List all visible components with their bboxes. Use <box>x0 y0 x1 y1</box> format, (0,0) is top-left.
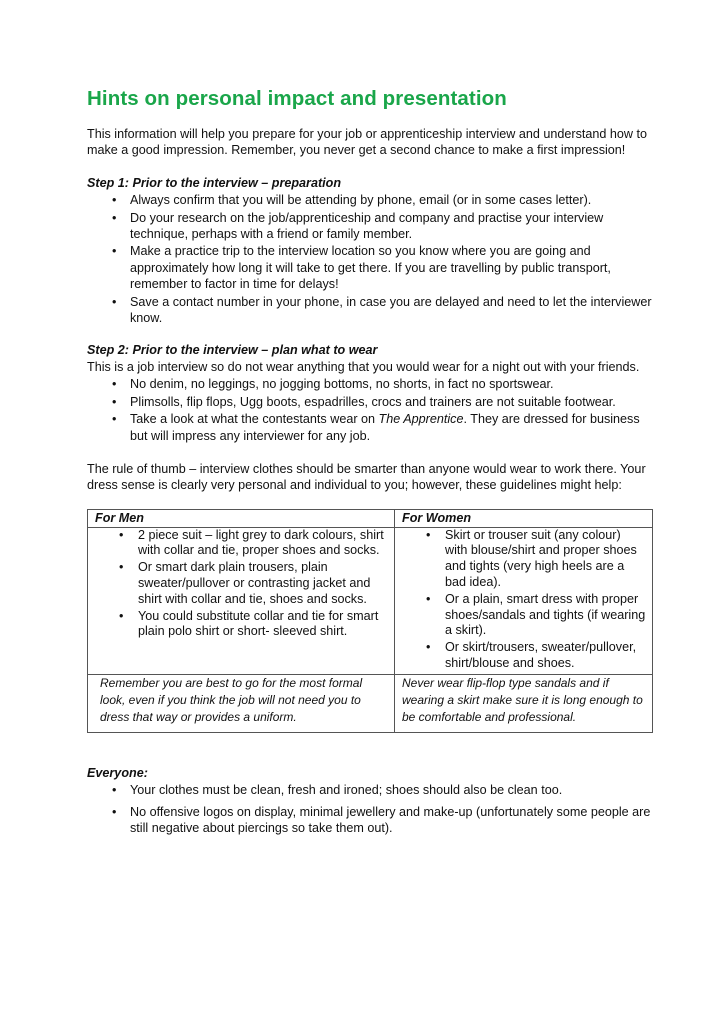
men-note: Remember you are best to go for the most formal look, even if you think the job will not need you to dress that way or provides a uniform. <box>88 674 395 732</box>
dress-guidelines-table <box>87 509 653 733</box>
step2-list <box>87 376 653 444</box>
men-header: For Men <box>88 509 395 527</box>
women-cell <box>395 527 653 674</box>
intro-paragraph: This information will help you prepare for your job or apprenticeship interview and understand how to make a good impression. Remember, you never get a second chance to make a first impression! <box>87 127 648 158</box>
list-item: • No offensive logos on display, minimal jewellery and make-up (unfortunately some people are still negative about piercings so take them out). <box>87 804 653 837</box>
list-item: • No denim, no leggings, no jogging bottoms, no shorts, in fact no sportswear. <box>87 376 653 392</box>
women-header: For Women <box>395 509 653 527</box>
table-row <box>88 527 653 674</box>
list-item: • Or a plain, smart dress with proper shoes/sandals and tights (if wearing a skirt). <box>401 592 646 639</box>
step2-heading: Step 2: Prior to the interview – plan what to wear <box>87 343 378 358</box>
list-item: • Do your research on the job/apprenticeship and company and practise your interview technique, perhaps with a friend or family member. <box>87 210 653 243</box>
everyone-heading: Everyone: <box>87 765 148 780</box>
list-item: • Or smart dark plain trousers, plain sweater/pullover or contrasting jacket and shirt with collar and tie, shoes and socks. <box>94 560 388 607</box>
list-item: • Skirt or trouser suit (any colour) with blouse/shirt and proper shoes and tights (very high heels are a bad idea). <box>401 528 646 591</box>
list-item-apprentice <box>87 411 653 444</box>
list-item: • 2 piece suit – light grey to dark colours, shirt with collar and tie, proper shoes and socks. <box>94 528 388 560</box>
apprentice-pre: Take a look at what the contestants wear on <box>130 412 379 427</box>
list-item: • Plimsolls, flip flops, Ugg boots, espadrilles, crocs and trainers are not suitable footwear. <box>87 394 653 410</box>
table-row <box>88 674 653 732</box>
list-item: • Save a contact number in your phone, in case you are delayed and need to let the interviewer know. <box>87 294 653 327</box>
everyone-list <box>87 782 653 836</box>
apprentice-post: . They are dressed for business but will impress any interviewer for any job. <box>130 412 640 443</box>
men-list <box>94 528 388 641</box>
women-note: Never wear flip-flop type sandals and if wearing a skirt make sure it is long enough to be comfortable and professional. <box>395 674 653 732</box>
list-item: • Always confirm that you will be attending by phone, email (or in some cases letter). <box>87 192 653 208</box>
men-cell <box>88 527 395 674</box>
rule-of-thumb-paragraph: The rule of thumb – interview clothes should be smarter than anyone would wear to work there. Your dress sense is clearly very personal and individual to you; however, these guidelines might help: <box>87 461 646 493</box>
step1-heading: Step 1: Prior to the interview – preparation <box>87 175 342 190</box>
women-list <box>401 528 646 672</box>
step2-paragraph: This is a job interview so do not wear anything that you would wear for a night out with your friends. <box>87 359 640 374</box>
list-item: • Make a practice trip to the interview location so you know where you are going and approximately how long it will take to get there. If you are travelling by public transport, remember to factor in time for delays! <box>87 243 653 292</box>
list-item: • Your clothes must be clean, fresh and ironed; shoes should also be clean too. <box>87 782 653 798</box>
step1-list <box>87 192 653 326</box>
table-header-row <box>88 509 653 527</box>
apprentice-title: The Apprentice <box>378 412 464 427</box>
page-title: Hints on personal impact and presentation <box>87 87 507 110</box>
document-content <box>87 86 653 836</box>
list-item: • You could substitute collar and tie for smart plain polo shirt or short- sleeved shirt. <box>94 609 388 641</box>
list-item: • Or skirt/trousers, sweater/pullover, shirt/blouse and shoes. <box>401 640 646 672</box>
